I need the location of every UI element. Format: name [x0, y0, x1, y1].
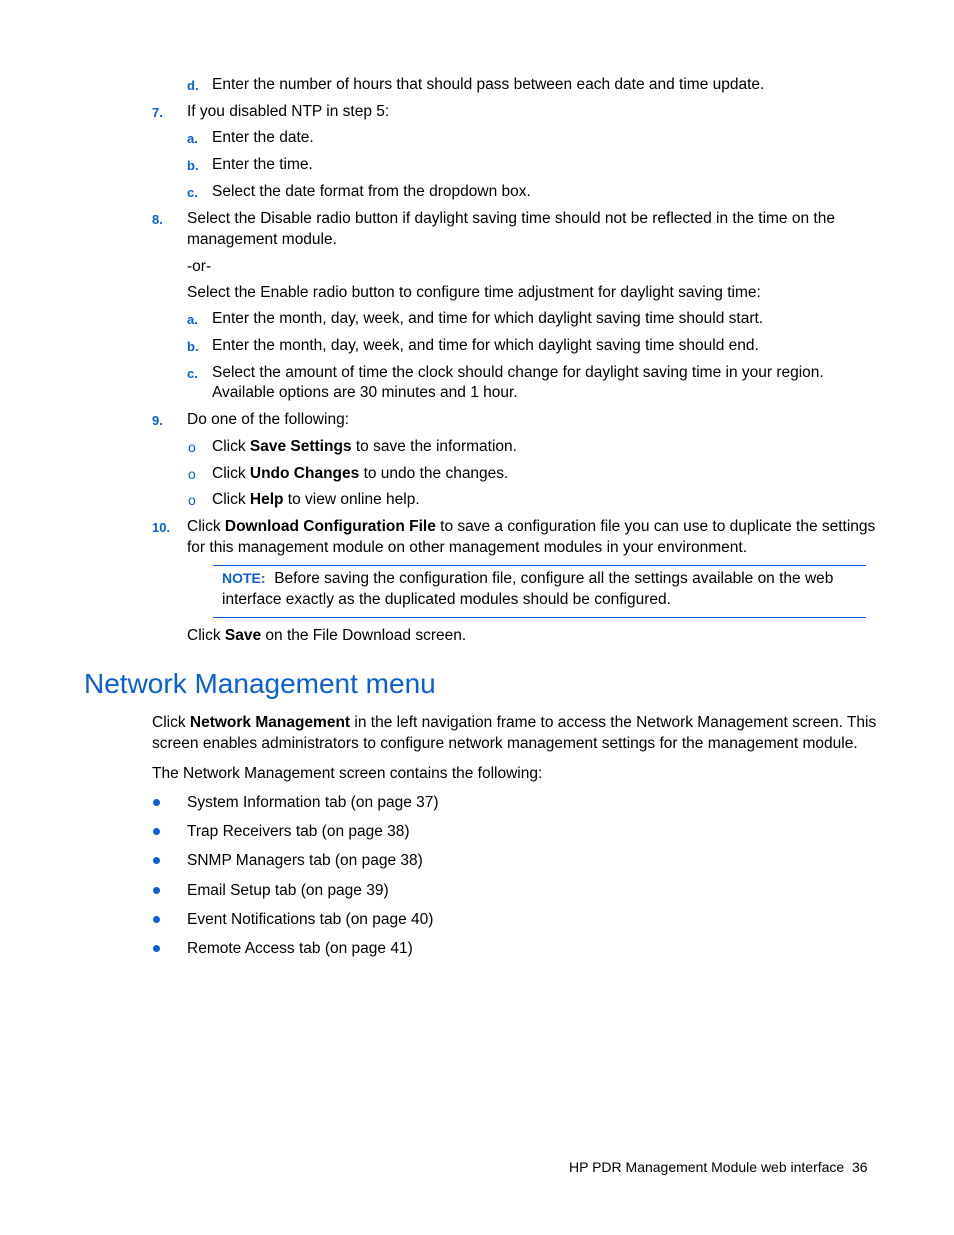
step-text: Click Help to view online help.	[212, 491, 420, 508]
note-label: NOTE:	[222, 570, 266, 586]
step-text: If you disabled NTP in step 5:	[187, 103, 390, 120]
note-top-rule	[213, 565, 866, 566]
step-text: Click Undo Changes to undo the changes.	[212, 465, 509, 482]
intro-text: Click Network Management in the left navigation frame to access the Network Management screen. This	[152, 714, 877, 731]
step-marker: 7.	[152, 105, 163, 120]
list-item-link[interactable]: Event Notifications tab (on page 40)	[187, 911, 434, 928]
contains-text: The Network Management screen contains the following:	[152, 765, 543, 782]
step-marker: 9.	[152, 413, 163, 428]
list-item-link[interactable]: SNMP Managers tab (on page 38)	[187, 852, 423, 869]
step-marker: a.	[187, 131, 198, 146]
step-text: management module.	[187, 231, 337, 248]
bullet-icon	[153, 945, 160, 952]
step-text: Do one of the following:	[187, 411, 349, 428]
section-heading: Network Management menu	[84, 668, 436, 699]
page-number: 36	[852, 1159, 868, 1175]
circle-bullet-icon: o	[188, 466, 196, 482]
step-marker: c.	[187, 366, 198, 381]
list-item-link[interactable]: Email Setup tab (on page 39)	[187, 882, 389, 899]
step-text: Available options are 30 minutes and 1 hour.	[212, 384, 518, 401]
circle-bullet-icon: o	[188, 439, 196, 455]
circle-bullet-icon: o	[188, 492, 196, 508]
bullet-icon	[153, 857, 160, 864]
step-text: Enter the time.	[212, 156, 313, 173]
bullet-icon	[153, 887, 160, 894]
footer-title: HP PDR Management Module web interface	[569, 1159, 845, 1175]
step-text: Select the date format from the dropdown box.	[212, 183, 531, 200]
step-text: Click Download Configuration File to save a configuration file you can use to duplicate the settings	[187, 518, 876, 535]
step-marker: b.	[187, 339, 199, 354]
step-marker: a.	[187, 312, 198, 327]
intro-text: screen enables administrators to configure network management settings for the management module.	[152, 735, 858, 752]
or-text: -or-	[187, 258, 212, 275]
note-text: NOTE: Before saving the configuration file, configure all the settings available on the web	[222, 570, 834, 587]
list-item-link[interactable]: Trap Receivers tab (on page 38)	[187, 823, 410, 840]
step-marker: 10.	[152, 520, 171, 535]
step-text: Click Save on the File Download screen.	[187, 627, 467, 644]
step-text: Select the Disable radio button if daylight saving time should not be reflected in the time on the	[187, 210, 835, 227]
list-item-link[interactable]: Remote Access tab (on page 41)	[187, 940, 413, 957]
step-text: Select the amount of time the clock should change for daylight saving time in your region.	[212, 364, 824, 381]
step-text: for this management module on other management modules in your environment.	[187, 539, 748, 556]
step-text: Enter the month, day, week, and time for which daylight saving time should start.	[212, 310, 764, 327]
list-item-link[interactable]: System Information tab (on page 37)	[187, 794, 439, 811]
step-text: Select the Enable radio button to configure time adjustment for daylight saving time:	[187, 284, 761, 301]
step-marker: 8.	[152, 212, 163, 227]
step-marker: d.	[187, 78, 199, 93]
step-text: Enter the date.	[212, 129, 314, 146]
step-marker: c.	[187, 185, 198, 200]
bullet-icon	[153, 916, 160, 923]
bullet-icon	[153, 828, 160, 835]
step-text: Enter the month, day, week, and time for which daylight saving time should end.	[212, 337, 759, 354]
step-text: Click Save Settings to save the information.	[212, 438, 517, 455]
note-text: interface exactly as the duplicated modules should be configured.	[222, 591, 671, 608]
step-text: Enter the number of hours that should pass between each date and time update.	[212, 76, 765, 93]
step-marker: b.	[187, 158, 199, 173]
note-bottom-rule	[213, 617, 866, 618]
bullet-icon	[153, 799, 160, 806]
